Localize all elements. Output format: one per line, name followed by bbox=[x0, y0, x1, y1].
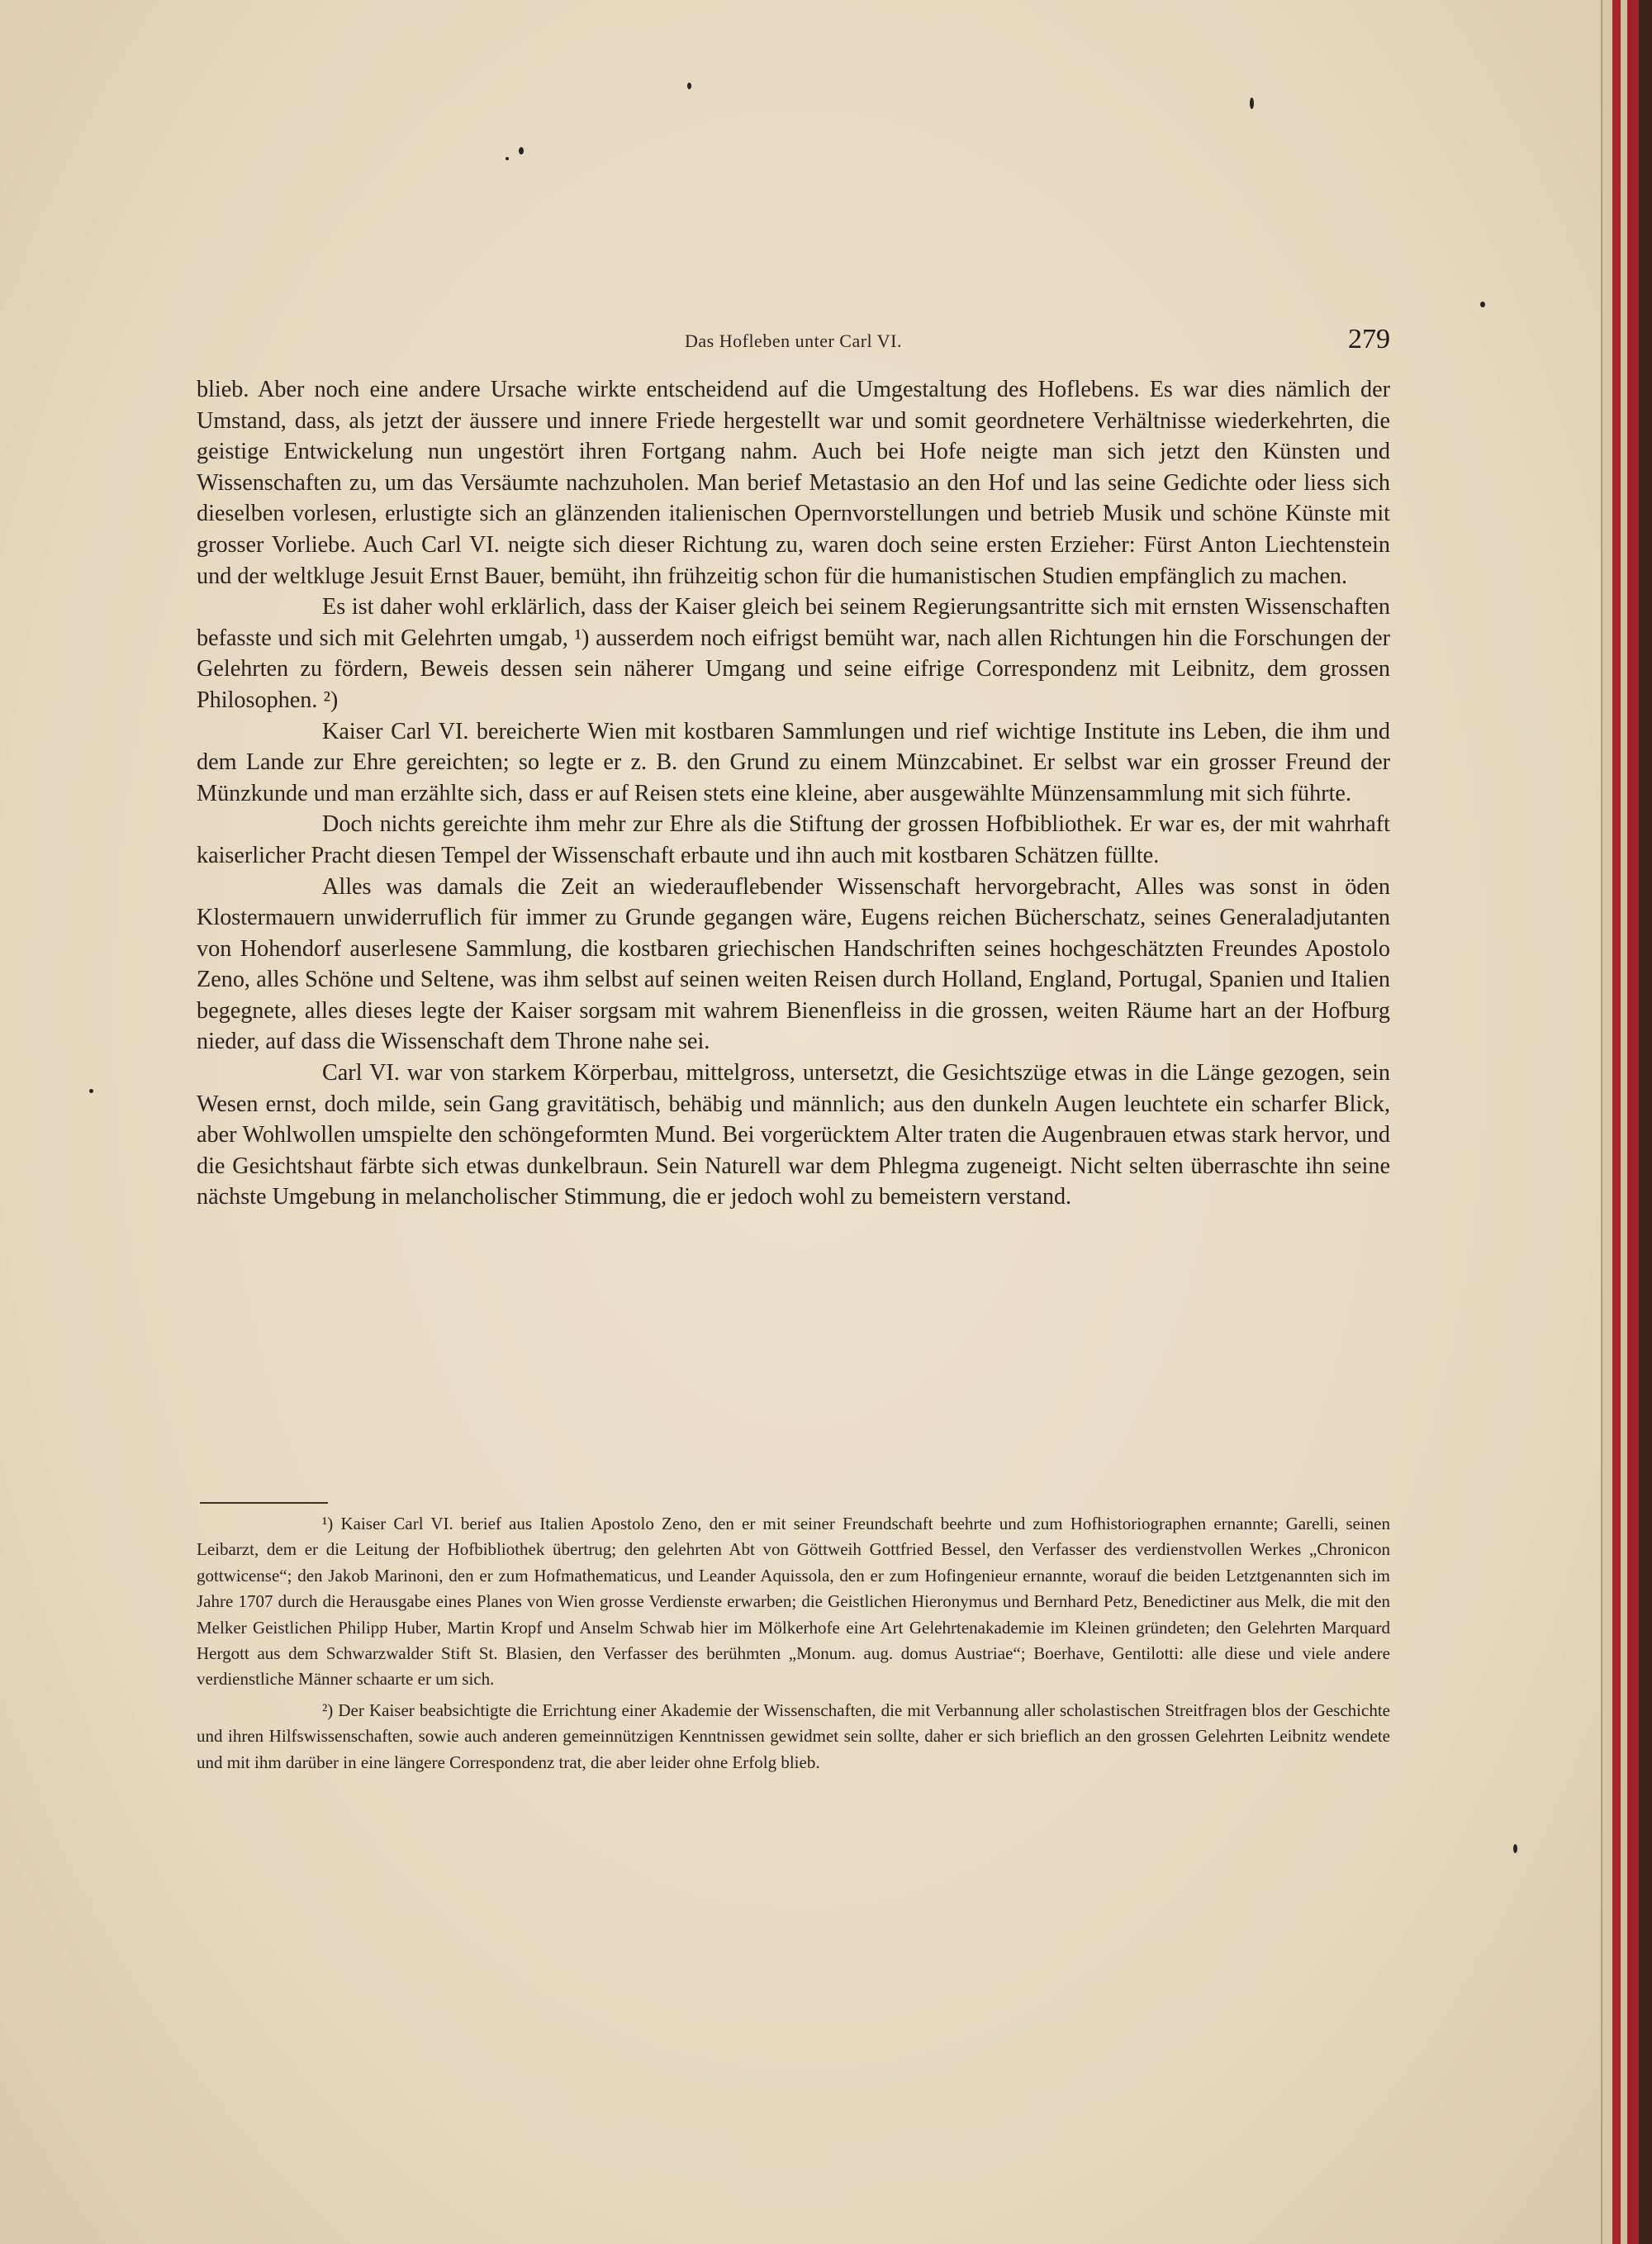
paragraph: Es ist daher wohl erklärlich, dass der Kaiser gleich bei seinem Regierungsantritte sich mit ernsten Wissenschaften befasste und sich mit Gelehrten umgab, ¹) ausserdem noch eifrigst bemüht war, nach allen Richtungen hin die Forschungen der Gelehrten zu fördern, Beweis dessen sein näherer Umgang und seine eifrige Correspondenz mit Leibnitz, dem grossen Philosophen. ²) bbox=[197, 594, 1390, 713]
ink-speck bbox=[519, 147, 524, 155]
ink-speck bbox=[1480, 302, 1485, 307]
footnote: ²) Der Kaiser beabsichtigte die Errichtung einer Akademie der Wissenschaften, die mit Verbannung aller scholastischen Streitfragen blos der Geschichte und ihren Hilfswissenschaften, sowie auch anderen gemeinnützigen Kenntnissen gewidmet sein sollte, daher er sich brieflich an den grossen Gelehrten Leibnitz wendete und mit ihm darüber in eine längere Correspondenz trat, die aber leider ohne Erfolg blieb. bbox=[197, 1700, 1390, 1772]
paragraph: Doch nichts gereichte ihm mehr zur Ehre als die Stiftung der grossen Hofbibliothek. Er war es, der mit wahrhaft kaiserlicher Pracht diesen Tempel der Wissenschaft erbaute und ihn auch mit kostbaren Schätzen füllte. bbox=[197, 811, 1390, 868]
ink-speck bbox=[89, 1089, 93, 1093]
red-page-edge bbox=[1627, 0, 1639, 2244]
paragraph: Alles was damals die Zeit an wiederauflebender Wissenschaft hervorgebracht, Alles was sonst in öden Klostermauern unwiderruflich für immer zu Grunde gegangen wäre, Eugens reichen Bücherschatz, seines Generaladjutanten von Hohendorf auserlesene Sammlung, die kostbaren griechischen Handschriften seines hochgeschätzten Freundes Apostolo Zeno, alles Schöne und Seltene, was ihm selbst auf seinen weiten Reisen durch Holland, England, Portugal, Spanien und Italien begegnete, alles dieses legte der Kaiser sorgsam mit wahrem Bienenfleiss in die grossen, weiten Räume hart an der Hofburg nieder, auf dass die Wissenschaft dem Throne nahe sei. bbox=[197, 873, 1390, 1055]
ink-speck bbox=[506, 157, 509, 160]
main-text bbox=[197, 374, 1390, 1213]
paragraph: Carl VI. war von starkem Körperbau, mittelgross, untersetzt, die Gesichtszüge etwas in die Länge gezogen, sein Wesen ernst, doch milde, sein Gang gravitätisch, behäbig und männlich; aus den dunkeln Augen leuchtete ein scharfer Blick, aber Wohlwollen umspielte den schöngeformten Mund. Bei vorgerücktem Alter traten die Augenbrauen etwas stark hervor, und die Gesichtshaut färbte sich etwas dunkelbraun. Sein Naturell war dem Phlegma zugeneigt. Nicht selten überraschte ihn seine nächste Umgebung in melancholischer Stimmung, die er jedoch wohl zu bemeistern verstand. bbox=[197, 1060, 1390, 1210]
page-edge bbox=[1621, 0, 1627, 2244]
book-cover-edge bbox=[1639, 0, 1652, 2244]
footnotes bbox=[197, 1511, 1390, 1776]
page-header bbox=[197, 324, 1390, 367]
ink-speck bbox=[1513, 1844, 1517, 1853]
paragraph: blieb. Aber noch eine andere Ursache wirkte entscheidend auf die Umgestaltung des Hoflebens. Es war dies nämlich der Umstand, dass, als jetzt der äussere und innere Friede hergestellt war und somit geordnetere Verhältnisse wiederkehrten, die geistige Entwickelung nun ungestört ihren Fortgang nahm. Auch bei Hofe neigte man sich jetzt den Künsten und Wissenschaften zu, um das Versäumte nachzuholen. Man berief Metastasio an den Hof und las seine Gedichte oder liess sich dieselben vorlesen, erlustigte sich an glänzenden italienischen Opernvorstellungen und betrieb Musik und schöne Künste mit grosser Vorliebe. Auch Carl VI. neigte sich dieser Richtung zu, waren doch seine ersten Erzieher: Fürst Anton Liechtenstein und der weltkluge Jesuit Ernst Bauer, bemüht, ihn frühzeitig schon für die humanistischen Studien empfänglich zu machen. bbox=[197, 377, 1390, 589]
running-title: Das Hofleben unter Carl VI. bbox=[685, 330, 902, 351]
footnote-divider bbox=[200, 1502, 328, 1504]
paragraph: Kaiser Carl VI. bereicherte Wien mit kostbaren Sammlungen und rief wichtige Institute ins Leben, die ihm und dem Lande zur Ehre gereichten; so legte er z. B. den Grund zu einem Münzcabinet. Er selbst war ein grosser Freund der Münzkunde und man erzählte sich, dass er auf Reisen stets eine kleine, aber ausgewählte Münzensammlung mit sich führte. bbox=[197, 718, 1390, 806]
page-number: 279 bbox=[1348, 324, 1390, 354]
red-page-edge bbox=[1612, 0, 1621, 2244]
ink-speck bbox=[1250, 97, 1254, 109]
footnote: ¹) Kaiser Carl VI. berief aus Italien Apostolo Zeno, den er mit seiner Freundschaft beehrte und zum Hofhistoriographen ernannte; Garelli, seinen Leibarzt, dem er die Leitung der Hofbibliothek übertrug; den gelehrten Abt von Göttweih Gottfried Bessel, den Verfasser des verdienstvollen Werkes „Chronicon gottwicense“; den Jakob Marinoni, den er zum Hofmathematicus, und Leander Aquissola, den er zum Hofingenieur ernannte, worauf die beiden Letztgenannten sich im Jahre 1707 durch die Herausgabe eines Planes von Wien grosse Verdienste erwarben; die Geistlichen Hieronymus und Bernhard Petz, Benedictiner aus Melk, die mit den Melker Geistlichen Philipp Huber, Martin Kropf und Anselm Schwab hier im Mölkerhofe eine Art Gelehrtenakademie im Kleinen gründeten; den Gelehrten Marquard Hergott aus dem Schwarzwalder Stift St. Blasien, den Verfasser des berühmten „Monum. aug. domus Austriae“; Boerhave, Gentilotti: alle diese und viele andere verdienstliche Männer schaarte er um sich. bbox=[197, 1514, 1390, 1690]
ink-speck bbox=[687, 83, 691, 89]
